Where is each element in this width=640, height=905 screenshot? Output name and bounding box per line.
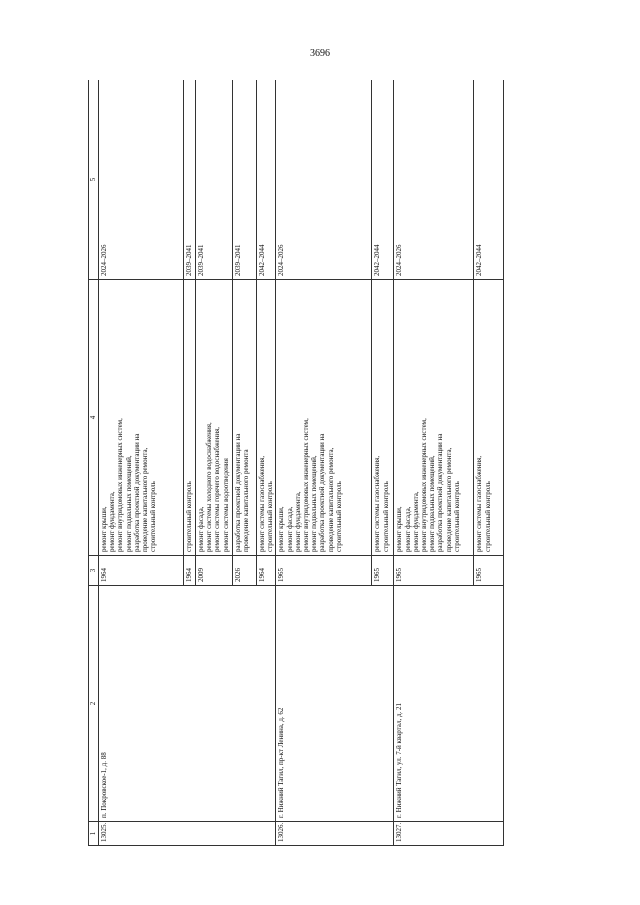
- work-line: ремонт внутридомовых инженерных систем,: [420, 418, 429, 552]
- planned-period: 2024–2026: [99, 80, 184, 280]
- work-line: ремонт фасада,: [285, 506, 294, 552]
- work-line: ремонт подвальных помещений,: [310, 455, 319, 552]
- rotated-table-area: [88, 80, 541, 846]
- header-col-4: 4: [89, 280, 99, 556]
- construction-year: 1964: [257, 556, 276, 586]
- table-row: [394, 80, 474, 846]
- building-number: 13025.: [99, 822, 276, 846]
- page-number: 3696: [310, 48, 330, 59]
- work-line: ремонт фасада,: [197, 506, 205, 552]
- work-types: [99, 280, 184, 556]
- building-address: г. Нижний Тагил, пр-кт Ленина, д. 62: [276, 586, 394, 822]
- building-number: 13027.: [394, 822, 504, 846]
- work-line: ремонт внутридомовых инженерных систем,: [302, 418, 311, 552]
- header-col-5: 5: [89, 80, 99, 280]
- work-line: строительный контроль: [452, 481, 461, 552]
- work-types: [184, 280, 196, 556]
- building-address: г. Нижний Тагил, ул. 7-й квартал, д. 21: [394, 586, 504, 822]
- work-line: проведение капитального ремонта,: [326, 447, 335, 552]
- construction-year: 1964: [184, 556, 196, 586]
- table-body: [99, 80, 504, 846]
- construction-year: 1965: [394, 556, 474, 586]
- construction-year: 2009: [196, 556, 233, 586]
- planned-period: 2024–2026: [394, 80, 474, 280]
- work-line: ремонт системы газоснабжения,: [258, 455, 266, 552]
- work-line: ремонт системы холодного водоснабжения,: [205, 422, 214, 552]
- work-line: ремонт крыши,: [395, 506, 404, 552]
- work-types: [276, 280, 372, 556]
- header-row: [89, 80, 99, 846]
- header-col-1: 1: [89, 822, 99, 846]
- work-line: проведение капитального ремонта,: [141, 447, 150, 552]
- construction-year: 2026: [233, 556, 257, 586]
- planned-period: 2039–2041: [184, 80, 196, 280]
- planned-period: 2039–2041: [196, 80, 233, 280]
- work-line: ремонт подвальных помещений,: [428, 455, 437, 552]
- construction-year: 1965: [276, 556, 372, 586]
- work-types: [372, 280, 394, 556]
- work-line: ремонт фундамента,: [293, 491, 302, 552]
- work-line: ремонт системы газоснабжения,: [373, 455, 382, 552]
- work-line: строительный контроль: [483, 481, 492, 552]
- work-line: ремонт фасада,: [403, 506, 412, 552]
- header-col-2: 2: [89, 586, 99, 822]
- planned-period: 2042–2044: [257, 80, 276, 280]
- work-line: строительный контроль: [334, 481, 343, 552]
- work-types: [474, 280, 504, 556]
- work-line: проведение капитального ремонта,: [444, 447, 453, 552]
- work-line: строительный контроль: [381, 481, 390, 552]
- repair-schedule-table: [88, 80, 504, 846]
- work-line: проведение капитального ремонта: [242, 449, 251, 552]
- planned-period: 2024–2026: [276, 80, 372, 280]
- work-line: ремонт внутридомовых инженерных систем,: [116, 418, 125, 552]
- work-line: ремонт системы горячего водоснабжения,: [213, 426, 222, 552]
- planned-period: 2039–2041: [233, 80, 257, 280]
- work-types: [394, 280, 474, 556]
- table-rotator: [88, 80, 541, 846]
- work-line: строительный контроль: [266, 481, 275, 552]
- construction-year: 1965: [474, 556, 504, 586]
- construction-year: 1965: [372, 556, 394, 586]
- table-row: [276, 80, 372, 846]
- work-line: ремонт крыши,: [277, 506, 286, 552]
- building-address: п. Покровское-1, д. 88: [99, 586, 276, 822]
- work-line: разработка проектной документации на: [318, 433, 327, 552]
- work-types: [196, 280, 233, 556]
- work-line: ремонт фундамента,: [411, 491, 420, 552]
- work-line: строительный контроль: [185, 481, 193, 552]
- header-col-3: 3: [89, 556, 99, 586]
- work-line: строительный контроль: [149, 481, 158, 552]
- work-line: ремонт системы газоснабжения,: [475, 455, 484, 552]
- construction-year: 1964: [99, 556, 184, 586]
- planned-period: 2042–2044: [372, 80, 394, 280]
- planned-period: 2042–2044: [474, 80, 504, 280]
- work-line: ремонт подвальных помещений,: [124, 455, 133, 552]
- work-line: разработка проектной документации на: [234, 433, 242, 552]
- work-line: ремонт системы водоотведения: [221, 458, 230, 552]
- work-types: [233, 280, 257, 556]
- work-line: разработка проектной документации на: [436, 433, 445, 552]
- work-line: ремонт крыши,: [100, 506, 108, 552]
- work-types: [257, 280, 276, 556]
- work-line: разработка проектной документации на: [132, 433, 141, 552]
- table-row: [99, 80, 184, 846]
- building-number: 13026.: [276, 822, 394, 846]
- work-line: ремонт фундамента,: [108, 491, 117, 552]
